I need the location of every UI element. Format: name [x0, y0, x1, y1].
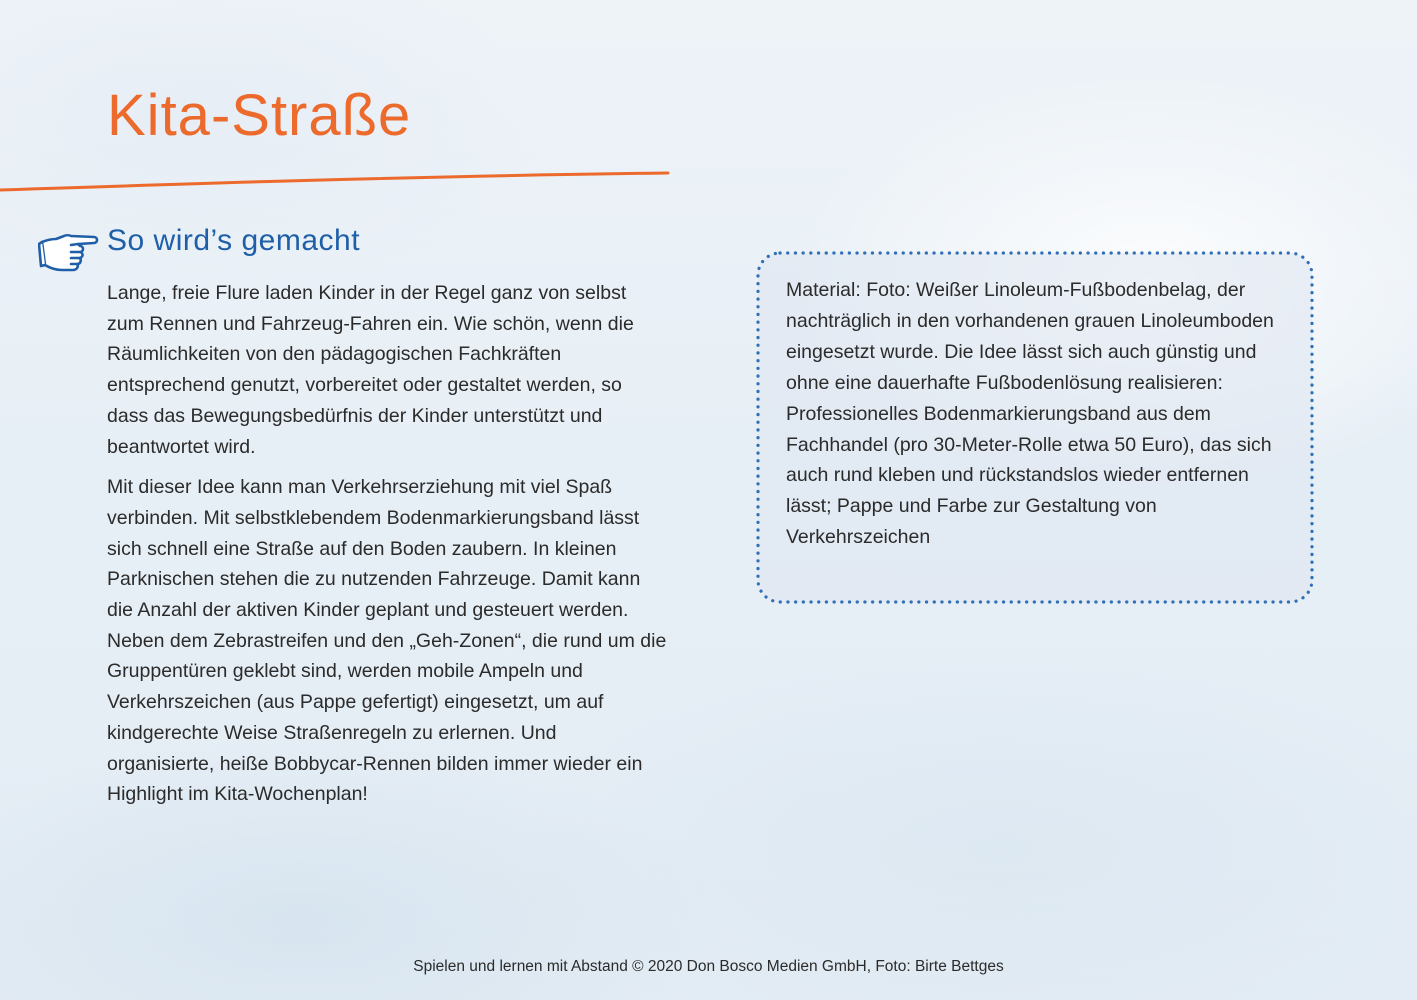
- material-info-box: [755, 250, 1315, 605]
- page-title: Kita-Straße: [107, 83, 412, 148]
- material-text: Material: Foto: Weißer Linoleum-Fußbodenbelag, der nachträglich in den vorhandenen grauen Linoleumboden eingesetzt wurde. Die Idee lässt sich auch günstig und ohne eine dauerhafte Fußbodenlösung realisieren: Professionelles Bodenmarkierungsband aus dem Fachhandel (pro 30-Meter-Rolle etwa 50 Euro), das sich auch rund kleben und rückstandslos wieder entfernen lässt; Pappe und Farbe zur Gestaltung von Verkehrszeichen: [786, 279, 1274, 549]
- pointing-hand-icon: [38, 228, 100, 274]
- section-heading: So wird’s gemacht: [107, 224, 361, 257]
- paragraph-idea: Mit dieser Idee kann man Verkehrserziehung mit viel Spaß verbinden. Mit selbstklebendem Bodenmarkierungsband lässt sich schnell eine Straße auf den Boden zaubern. In kleinen Parknischen stehen die zu nutzenden Fahrzeuge. Damit kann die Anzahl der aktiven Kinder geplant und gesteuert werden. Neben dem Zebrastreifen und den „Geh-Zonen“, die rund um die Gruppentüren geklebt sind, werden mobile Ampeln und Verkehrszeichen (aus Pappe gefertigt) eingesetzt, um auf kindgerechte Weise Straßenregeln zu erlernen. Und organisierte, heiße Bobbycar-Rennen bilden immer wieder ein Highlight im Kita-Wochenplan!: [107, 476, 667, 806]
- footer-credit: Spielen und lernen mit Abstand © 2020 Don Bosco Medien GmbH, Foto: Birte Bettges: [413, 958, 1004, 975]
- title-underline: [0, 170, 670, 194]
- body-text: [107, 278, 667, 820]
- paragraph-intro: Lange, freie Flure laden Kinder in der Regel ganz von selbst zum Rennen und Fahrzeug-Fahren ein. Wie schön, wenn die Räumlichkeiten von den pädagogischen Fachkräften entsprechend genutzt, vorbereitet oder gestaltet werden, so dass das Bewegungsbedürfnis der Kinder unterstützt und beantwortet wird.: [107, 282, 634, 458]
